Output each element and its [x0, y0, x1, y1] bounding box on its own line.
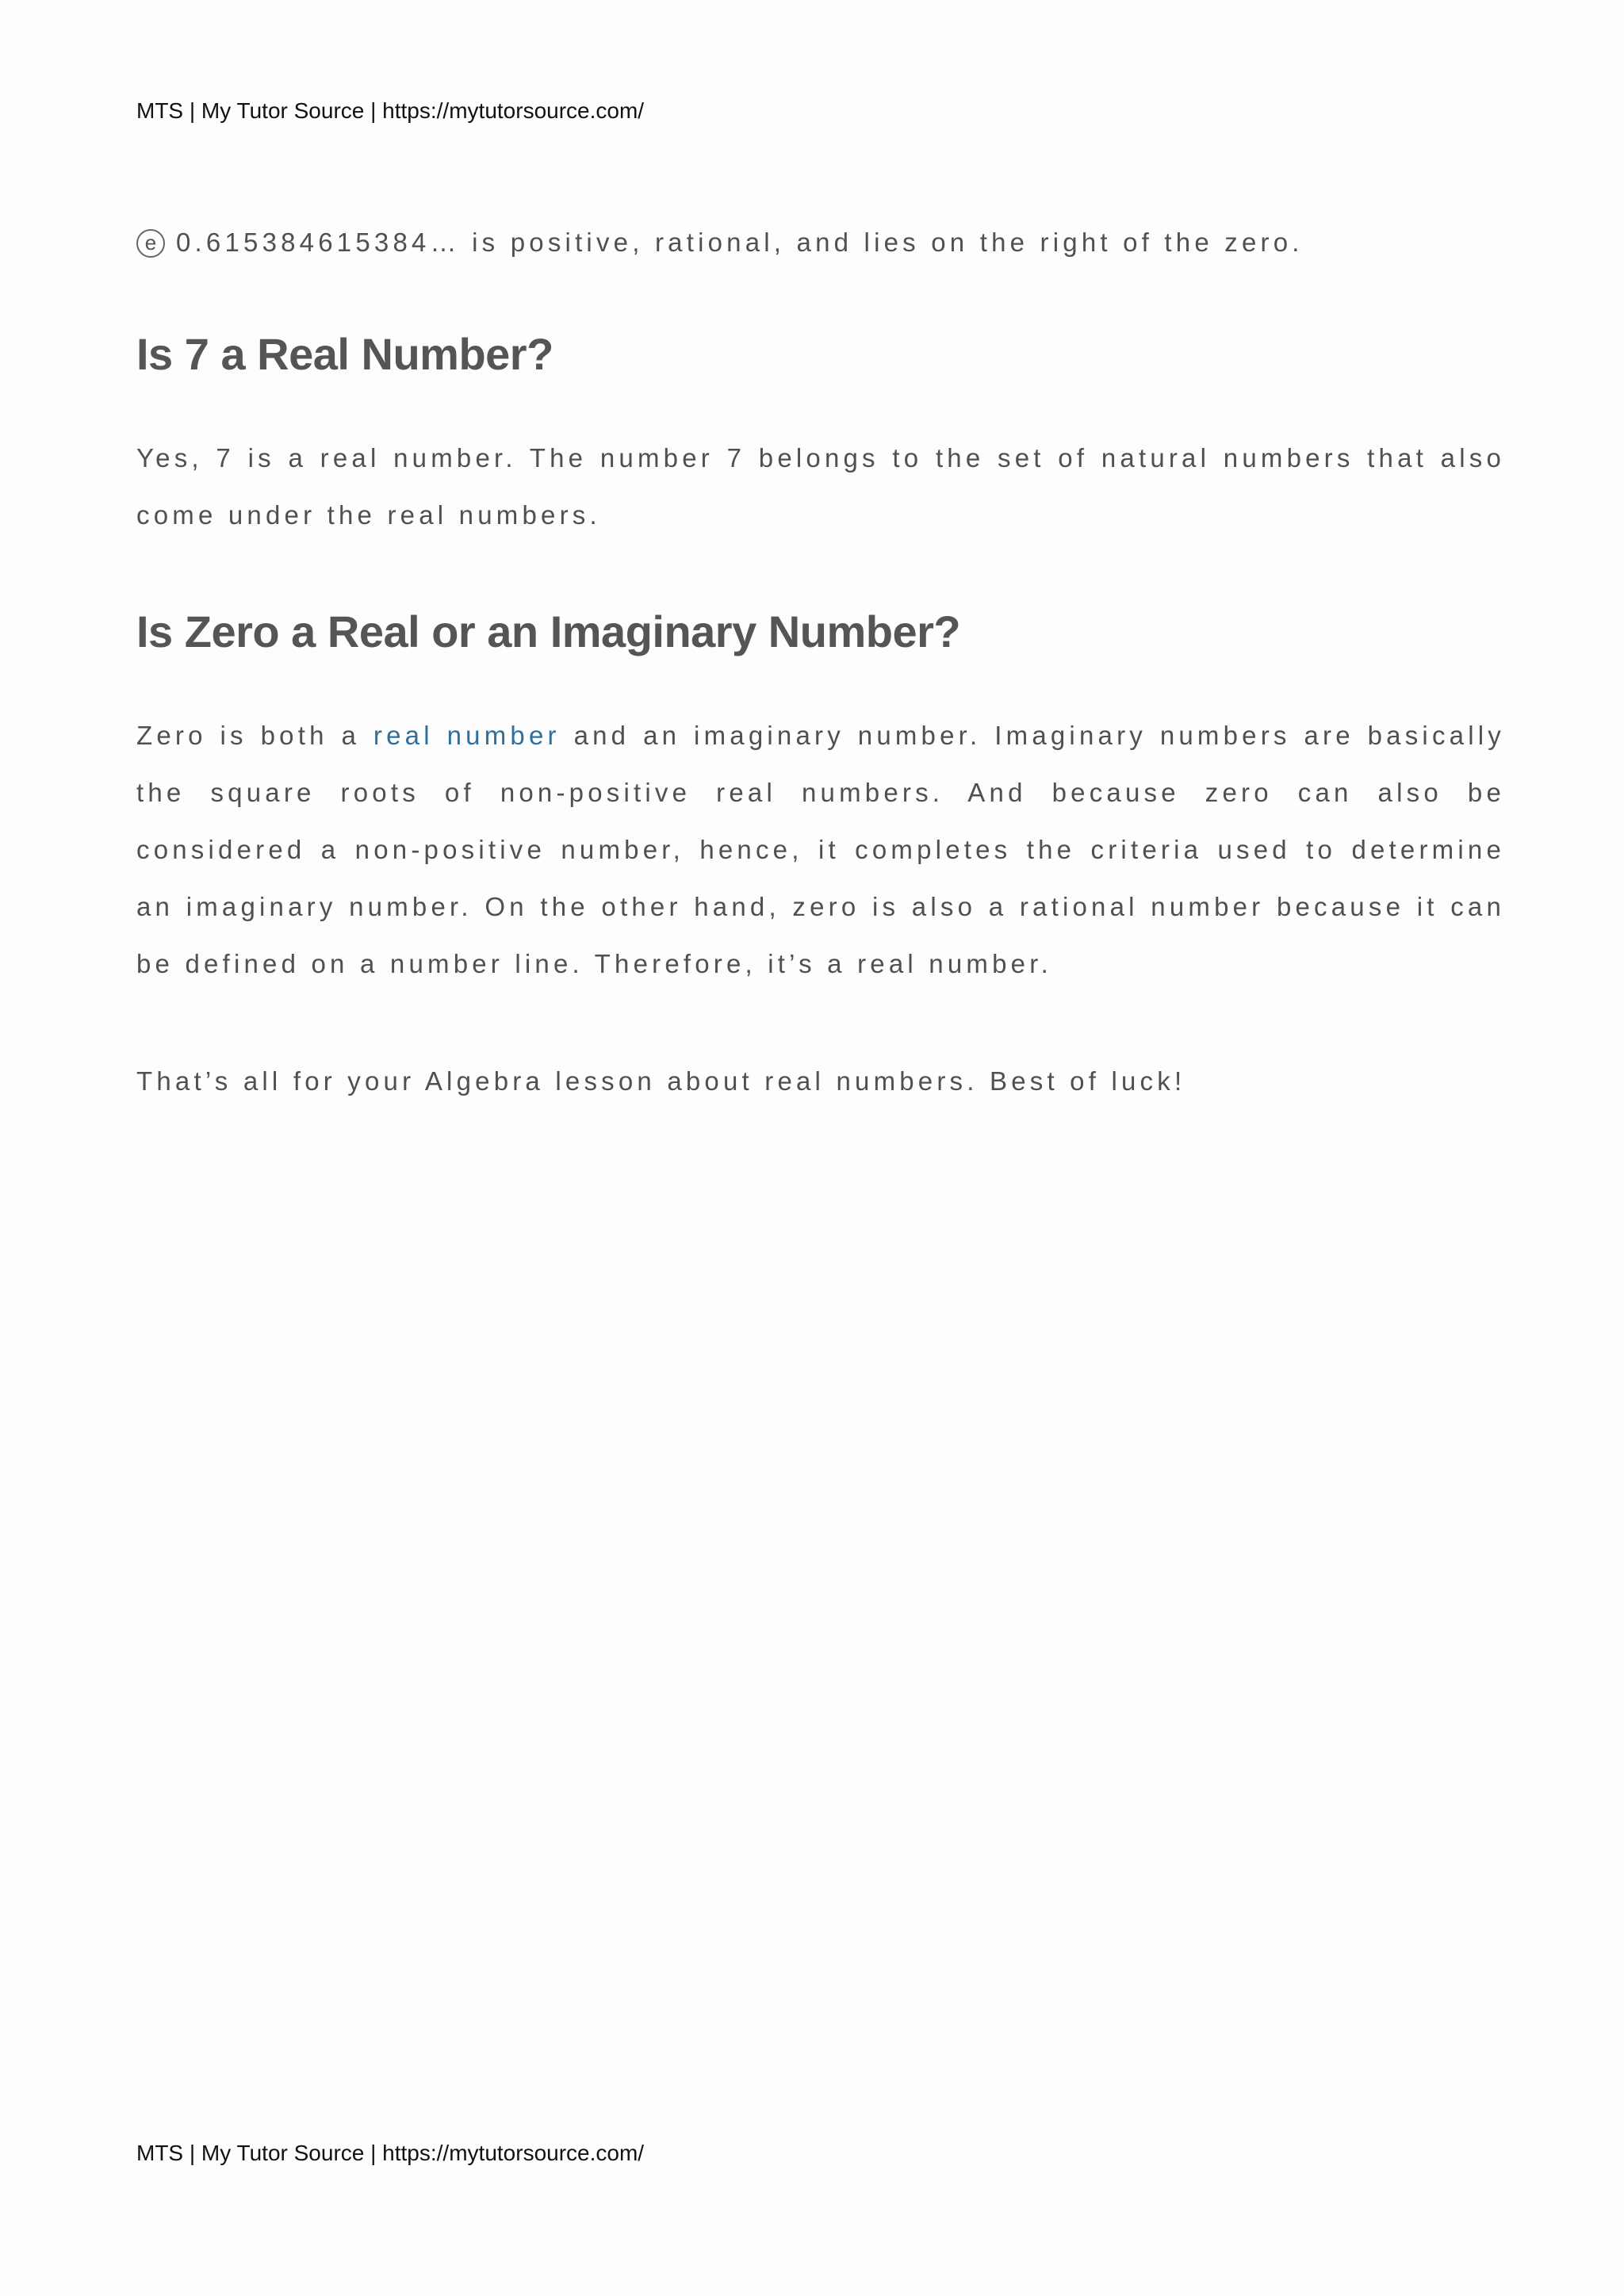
running-header: MTS | My Tutor Source | https://mytutorsource.com/: [136, 98, 645, 123]
paragraph-zero-rest: and an imaginary number. Imaginary numbers are basically the square roots of non-positive real numbers. And because zero can also be considered a non-positive number, hence, it completes the criteria used to determine an imaginary number. On the other hand, zero is also a rational number because it can be defined on a number line. Therefore, it’s a real number.: [136, 721, 1505, 978]
heading-is-7-real: Is 7 a Real Number?: [136, 329, 553, 379]
list-item-e-text: 0.615384615384… is positive, rational, and lies on the right of the zero.: [176, 228, 1304, 257]
paragraph-zero: [136, 707, 1505, 993]
paragraph-zero-start: Zero is both a: [136, 721, 373, 750]
list-item-e: [136, 214, 1505, 271]
heading-is-zero-real-or-imaginary: Is Zero a Real or an Imaginary Number?: [136, 607, 961, 656]
circled-letter-e-icon: e: [136, 229, 165, 258]
running-footer: MTS | My Tutor Source | https://mytutorsource.com/: [136, 2141, 645, 2165]
paragraph-7-real: Yes, 7 is a real number. The number 7 belongs to the set of natural numbers that also come under the real numbers.: [136, 443, 1505, 530]
closing-paragraph: That’s all for your Algebra lesson about real numbers. Best of luck!: [136, 1066, 1186, 1096]
real-number-link[interactable]: real number: [373, 721, 561, 750]
main-content: [136, 214, 1505, 1110]
